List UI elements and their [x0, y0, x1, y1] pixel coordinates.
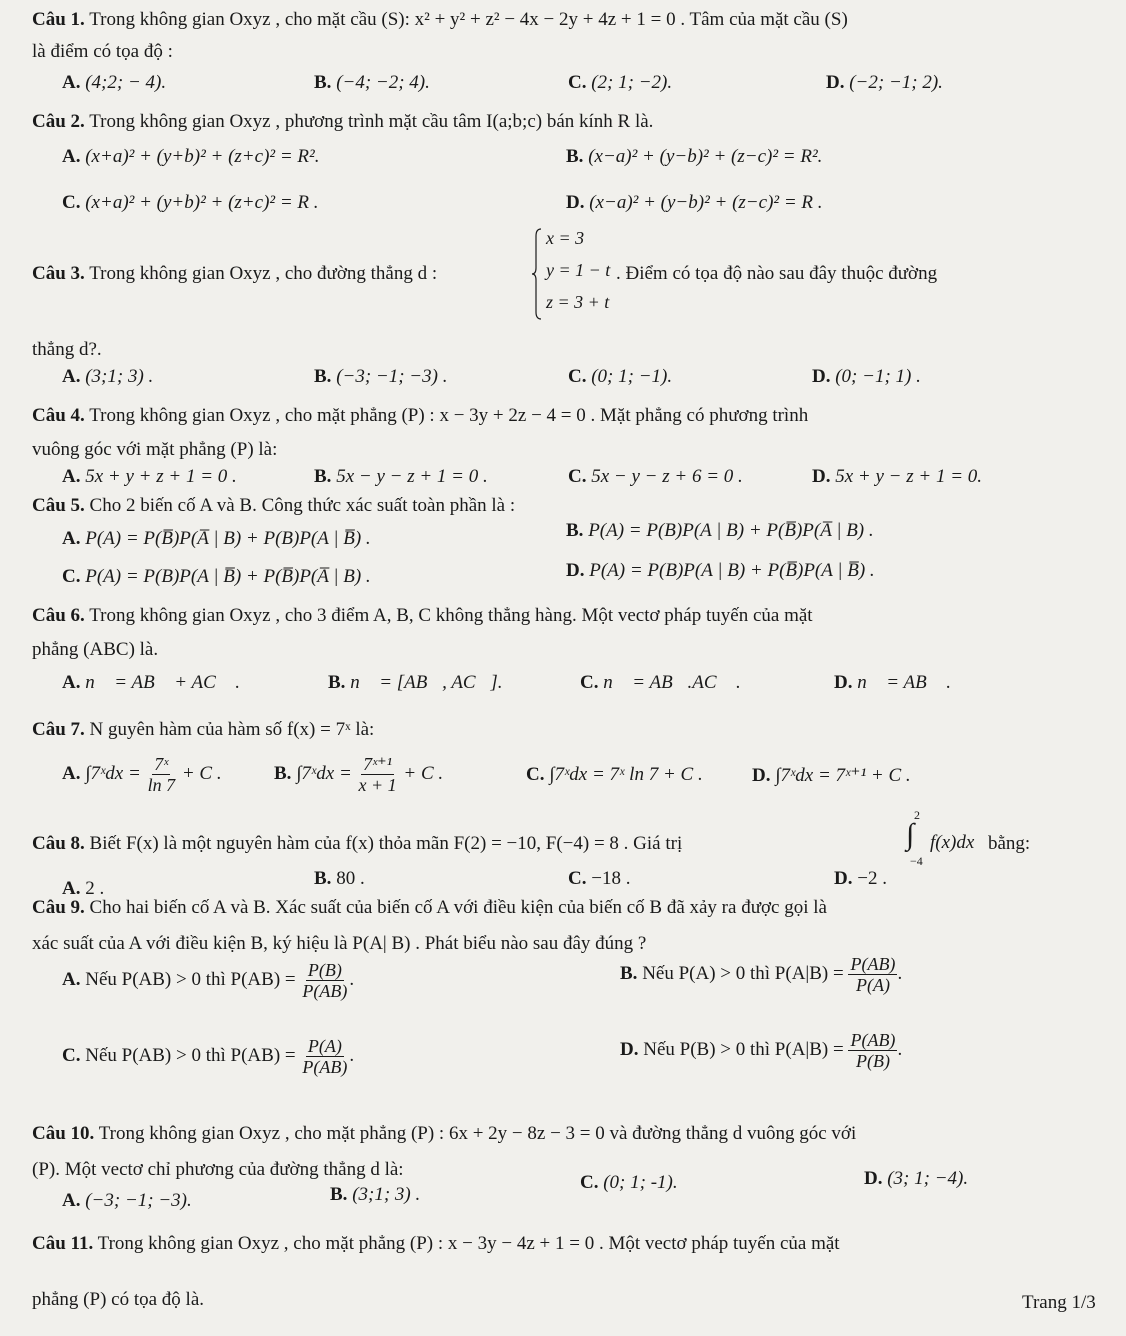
option-b: B. P(A) = P(B)P(A | B) + P(B̅)P(A̅ | B) . — [566, 520, 874, 541]
integral-lower-limit: −4 — [910, 854, 923, 868]
option-d: D. n⃗ = AB⃗ . — [834, 672, 951, 693]
question-3: Câu 3. Trong không gian Oxyz , cho đường thẳng d : — [32, 263, 438, 284]
option-c: C. (0; 1; -1). — [580, 1172, 678, 1193]
option-d: D. −2 . — [834, 868, 887, 889]
equation-z: z = 3 + t — [546, 292, 610, 312]
question-8: Câu 8. Biết F(x) là một nguyên hàm của f(x) thỏa mãn F(2) = −10, F(−4) = 8 . Giá trị — [32, 833, 683, 854]
integral-sign-icon: ∫ — [906, 818, 915, 851]
question-8-continuation: bằng: — [988, 833, 1031, 854]
page-number: Trang 1/3 — [1022, 1292, 1096, 1313]
option-c: C. −18 . — [568, 868, 631, 889]
option-a: A. ∫7ˣdx = $\frac{\text{7ˣ}}{\ln 7}$ + C . — [62, 754, 222, 795]
option-b: B. (x−a)² + (y−b)² + (z−c)² = R². — [566, 146, 823, 167]
question-4: Câu 4. Trong không gian Oxyz , cho mặt phẳng (P) : x − 3y + 2z − 4 = 0 . Mặt phẳng có phương trình — [32, 405, 809, 426]
option-a: A. (3;1; 3) . — [62, 366, 154, 387]
question-1-line2: là điểm có tọa độ : — [32, 41, 173, 62]
option-d: D. ∫7ˣdx = 7ˣ⁺¹ + C . — [752, 765, 911, 786]
question-10: Câu 10. Trong không gian Oxyz , cho mặt phẳng (P) : 6x + 2y − 8z − 3 = 0 và đường thẳng d vuông góc với — [32, 1123, 857, 1144]
option-c: C. (x+a)² + (y+b)² + (z+c)² = R . — [62, 192, 319, 213]
option-b: B. Nếu P(A) > 0 thì P(A|B) = $\frac{P(AB)}{P(A)}$ . — [620, 954, 903, 995]
question-3-continuation: . Điểm có tọa độ nào sau đây thuộc đường — [616, 263, 938, 284]
option-a: A. (4;2; − 4). — [62, 72, 167, 93]
question-1 — [32, 8, 848, 32]
question-4-line2: vuông góc với mặt phẳng (P) là: — [32, 439, 278, 460]
question-5: Câu 5. Cho 2 biến cố A và B. Công thức xác suất toàn phần là : — [32, 495, 516, 516]
option-d: D. (x−a)² + (y−b)² + (z−c)² = R . — [566, 192, 823, 213]
option-a: A. n⃗ = AB⃗ + AC⃗ . — [62, 672, 241, 693]
integrand: f(x)dx — [930, 832, 975, 853]
question-11: Câu 11. Trong không gian Oxyz , cho mặt phẳng (P) : x − 3y − 4z + 1 = 0 . Một vectơ pháp tuyến của mặt — [32, 1233, 840, 1254]
question-text: Trong không gian Oxyz , cho mặt cầu (S): x² + y² + z² − 4x − 2y + 4z + 1 = 0 . Tâm của mặt cầu (S) — [89, 9, 848, 30]
option-b: B. (3;1; 3) . — [330, 1184, 421, 1205]
option-b: B. (−4; −2; 4). — [314, 72, 430, 93]
question-10-line2: (P). Một vectơ chỉ phương của đường thẳng d là: — [32, 1159, 404, 1180]
option-c: C. 5x − y − z + 6 = 0 . — [568, 466, 743, 487]
option-d: D. P(A) = P(B)P(A | B) + P(B̅)P(A | B̅) . — [566, 560, 875, 581]
option-a: A. (−3; −1; −3). — [62, 1190, 192, 1211]
option-a: A. 5x + y + z + 1 = 0 . — [62, 466, 237, 487]
option-c: C. ∫7ˣdx = 7ˣ ln 7 + C . — [526, 764, 703, 785]
option-c: C. (0; 1; −1). — [568, 366, 673, 387]
option-c: C. (2; 1; −2). — [568, 72, 673, 93]
option-c: C. P(A) = P(B)P(A | B̅) + P(B̅)P(A̅ | B) . — [62, 566, 371, 587]
option-d: D. (3; 1; −4). — [864, 1168, 969, 1189]
equation-x: x = 3 — [546, 228, 585, 248]
option-c: C. Nếu P(AB) > 0 thì P(AB) = $\frac{P(A)}{P(AB)}$ . — [62, 1036, 355, 1077]
option-a: A. (x+a)² + (y+b)² + (z+c)² = R². — [62, 146, 320, 167]
option-c: C. n⃗ = AB⃗.AC⃗ . — [580, 672, 741, 693]
question-11-line2: phẳng (P) có tọa độ là. — [32, 1289, 205, 1310]
option-b: B. n⃗ = [AB⃗, AC⃗]. — [328, 672, 503, 693]
option-a: A. P(A) = P(B̅)P(A̅ | B) + P(B)P(A | B̅) . — [62, 528, 371, 549]
question-6: Câu 6. Trong không gian Oxyz , cho 3 điểm A, B, C không thẳng hàng. Một vectơ pháp tuyến của mặt — [32, 605, 813, 626]
question-label: Câu 1. — [32, 9, 85, 30]
line-system — [532, 228, 612, 324]
option-b: B. (−3; −1; −3) . — [314, 366, 448, 387]
option-a: A. 2 . — [62, 878, 105, 899]
option-b: B. ∫7ˣdx = $\frac{\text{7ˣ⁺¹}}{x + 1}$ + C . — [274, 754, 444, 795]
question-7: Câu 7. N guyên hàm của hàm số f(x) = 7ˣ là: — [32, 719, 375, 740]
option-b: B. 80 . — [314, 868, 365, 889]
brace-icon — [532, 228, 542, 320]
option-d: D. (−2; −1; 2). — [826, 72, 943, 93]
option-b: B. 5x − y − z + 1 = 0 . — [314, 466, 488, 487]
question-2: Câu 2. Trong không gian Oxyz , phương trình mặt cầu tâm I(a;b;c) bán kính R là. — [32, 111, 654, 132]
question-9: Câu 9. Cho hai biến cố A và B. Xác suất của biến cố A với điều kiện của biến cố B đã xảy ra được gọi là — [32, 897, 827, 918]
option-d: D. Nếu P(B) > 0 thì P(A|B) = $\frac{P(AB)}{P(B)}$ . — [620, 1030, 903, 1071]
option-d: D. 5x + y − z + 1 = 0. — [812, 466, 983, 487]
question-9-line2: xác suất của A với điều kiện B, ký hiệu là P(A| B) . Phát biểu nào sau đây đúng ? — [32, 933, 647, 954]
integral-upper-limit: 2 — [914, 808, 920, 822]
question-3-line2: thẳng d?. — [32, 339, 102, 360]
equation-y: y = 1 − t — [546, 260, 611, 280]
question-6-line2: phẳng (ABC) là. — [32, 639, 159, 660]
option-a: A. Nếu P(AB) > 0 thì P(AB) = $\frac{P(B)}{P(AB)}$ . — [62, 960, 355, 1001]
option-d: D. (0; −1; 1) . — [812, 366, 921, 387]
